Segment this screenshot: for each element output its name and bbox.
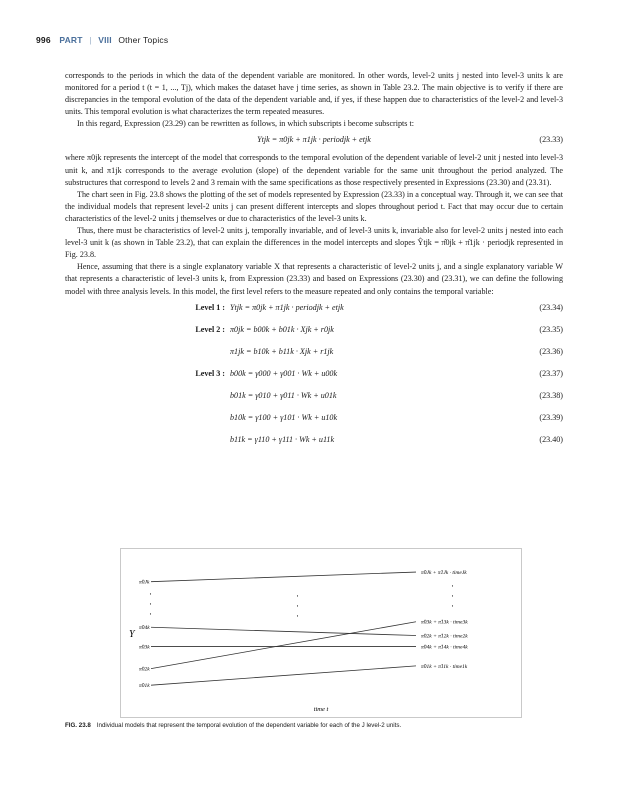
intercept-label: π̂01k (139, 683, 150, 690)
level-label: Level 1 : (195, 302, 225, 312)
equation-row (65, 368, 563, 384)
equation-row (65, 390, 563, 406)
equation-expression: π1jk = b10k + b11k · Xjk + r1jk (230, 346, 334, 356)
paragraph-2: In this regard, Expression (23.29) can be rewritten as follows, in which subscripts i become subscripts t: (77, 119, 414, 129)
equation-block (65, 300, 563, 455)
level-label: Level 3 : (195, 368, 225, 378)
intercept-label: π̂0Jk (139, 579, 150, 586)
paragraph-4: The chart seen in Fig. 23.8 shows the plotting of the set of models represented by Expression (23.33) in a conceptual way. Through it, we can see that the individual models that represent level-2 units j can present different intercepts and slopes throughout period t. Fact that may occur due to certain characteristics of the level-2 units j themselves or due to characteristics of the level-3 units k. (65, 189, 563, 223)
running-header: 996 PART | VIII Other Topics (36, 35, 169, 45)
equation-23-33 (65, 134, 563, 152)
part-number: VIII (98, 35, 112, 45)
figure-23-8 (120, 548, 522, 718)
paragraph-3: where π0jk represents the intercept of the model that corresponds to the temporal evolution of the dependent variable of level-2 unit j nested into level-3 unit k, and π1jk corresponds to the average evolution (slope) of the dependent variable for the same unit throughout the period analyzed. The substructures that correspond to levels 2 and 3 remain with the same specifications as those respectively presented in Expressions (23.30) and (23.31). (65, 153, 563, 187)
ellipsis-dot: · (149, 599, 152, 609)
equation-expression: b00k = γ000 + γ001 · Wk + u00k (230, 368, 338, 378)
level-label: Level 2 : (195, 324, 225, 334)
paragraph-1: corresponds to the periods in which the data of the dependent variable are monitored. In other words, level-2 units j nested into level-3 units k are monitored for a period t (t = 1, ..., Tj), which makes the dataset have j time series, as shown in Table 23.2. The main objective is to verify if there are discrepancies in the temporal evolution of the data of the dependent variable and, if yes, if these happen due to characteristics of the level-2 and level-3 units. This temporal evolution is what characterizes the term repeated measures. (65, 71, 563, 117)
equation-number: (23.34) (539, 302, 563, 312)
caption-text: Individual models that represent the temporal evolution of the dependent variable for each of the J level-2 units. (96, 722, 402, 729)
model-label: π̂01k + π̂11k · time1k (421, 663, 468, 670)
equation-expression: b01k = γ010 + γ011 · Wk + u01k (230, 390, 337, 400)
intercept-label: π̂04k (139, 625, 150, 632)
ellipsis-dot: · (149, 609, 152, 619)
equation-row (65, 346, 563, 362)
equation-row (65, 324, 563, 340)
ellipsis-dot: · (149, 589, 152, 599)
equation-number: (23.35) (539, 324, 563, 334)
figure-caption (65, 722, 565, 729)
paragraph-5: Thus, there must be characteristics of level-2 units j, temporally invariable, and of level-3 units k, invariable also for level-2 units j nested into each level-3 unit k (as shown in Table 23.2), that can explain the differences in the model intercepts and slopes Ŷtjk = π̂0jk + π̂1jk · periodjk represented in Fig. 23.8. (65, 226, 563, 260)
y-axis-label: Y (129, 629, 135, 640)
intercept-label: π̂02k (139, 666, 150, 673)
ellipsis-dot: · (451, 591, 454, 601)
model-line-J (151, 572, 416, 582)
model-label: π̂02k + π̂12k · time2k (421, 633, 468, 640)
equation-expression: b10k = γ100 + γ101 · Wk + u10k (230, 412, 338, 422)
paragraph-6: Hence, assuming that there is a single explanatory variable X that represents a characteristic of level-2 units j, and a single explanatory variable W that represents a characteristic of level-3 units k, from Expression (23.33) and based on Expressions (23.30) and (23.31), we can define the following model with three analysis levels. In this model, the first level refers to the measure repeated and only contains the temporal variable: (65, 262, 563, 296)
ellipsis-dot: · (296, 591, 299, 601)
equation-number: (23.38) (539, 390, 563, 400)
ellipsis-dot: · (451, 581, 454, 591)
main-text (65, 70, 563, 455)
intercept-label: π̂03k (139, 644, 150, 651)
model-label: π̂0Jk + π̂1Jk · timeJk (421, 570, 467, 577)
ellipsis-dot: · (296, 601, 299, 611)
equation-expression: b11k = γ110 + γ111 · Wk + u11k (230, 434, 335, 444)
model-line-1 (151, 666, 416, 685)
caption-label: FIG. 23.8 (65, 722, 91, 729)
page-number: 996 (36, 35, 51, 45)
equation-number: (23.33) (539, 135, 563, 145)
equation-number: (23.39) (539, 412, 563, 422)
part-label: PART (59, 35, 83, 45)
equation-row (65, 302, 563, 318)
equation-number: (23.40) (539, 434, 563, 444)
section-title: Other Topics (118, 35, 169, 45)
equation-expression: Ytjk = π0jk + π1jk · periodjk + etjk (230, 302, 344, 312)
equation-expression: π0jk = b00k + b01k · Xjk + r0jk (230, 324, 334, 334)
equation-row (65, 412, 563, 428)
equation-number: (23.36) (539, 346, 563, 356)
x-axis-label: time t (313, 706, 329, 713)
ellipsis-dot: · (451, 601, 454, 611)
figure-chart (121, 549, 521, 717)
model-label: π̂04k + π̂14k · time4k (421, 644, 468, 651)
equation-expression: Ytjk = π0jk + π1jk · periodjk + etjk (257, 135, 371, 145)
ellipsis-dot: · (296, 611, 299, 621)
equation-row (65, 434, 563, 450)
model-label: π̂03k + π̂13k · time3k (421, 619, 468, 626)
equation-number: (23.37) (539, 368, 563, 378)
